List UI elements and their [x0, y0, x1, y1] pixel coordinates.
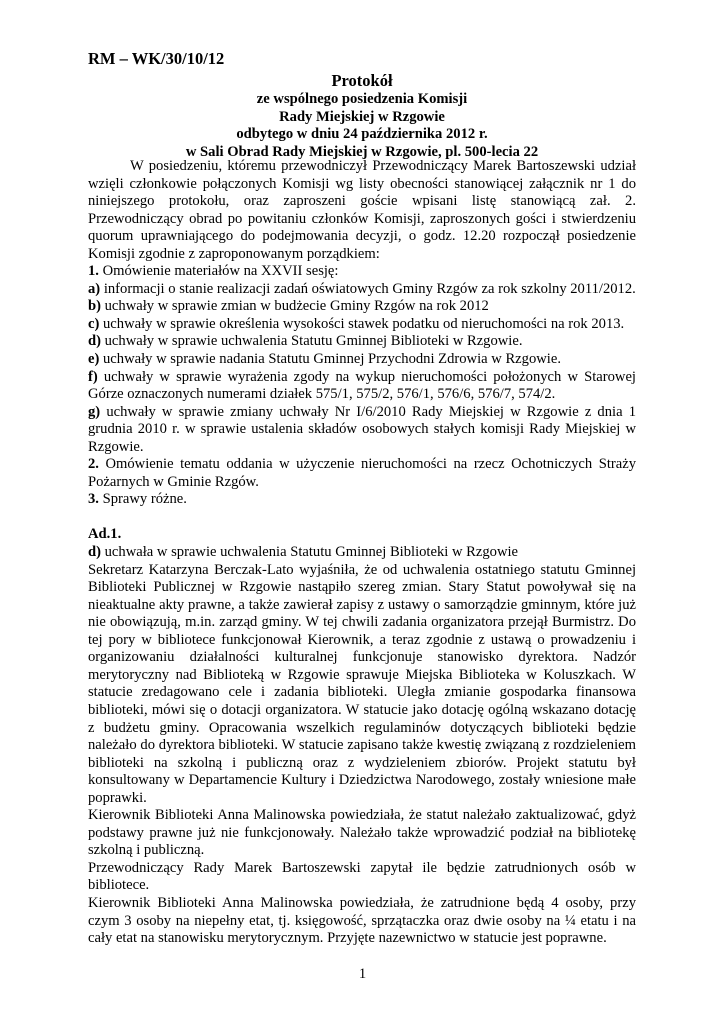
- document-header: [88, 71, 636, 161]
- agenda-marker: b): [88, 298, 101, 315]
- agenda-item: [88, 281, 636, 299]
- agenda-text: Omówienie materiałów na XXVII sesję:: [98, 263, 339, 280]
- agenda-text: uchwały w sprawie zmian w budżecie Gminy Rzgów na rok 2012: [100, 298, 489, 315]
- spacer: [88, 509, 636, 527]
- agenda-item: [88, 298, 636, 316]
- agenda-item: [88, 404, 636, 457]
- agenda-marker: e): [88, 351, 100, 368]
- intro-paragraph: W posiedzeniu, któremu przewodniczył Przewodniczący Marek Bartoszewski udział wzięli członkowie połączonych Komisji wg listy obecności stanowiącej załącznik nr 1 do niniejszego protokołu, oraz zaproszeni goście wpisani listę stanowiącą zał. 2. Przewodniczący obrad po powitaniu członków Komisji, zaproszonych gości i stwierdzeniu quorum uprawniającego do podejmowania decyzji, o godz. 12.20 rozpoczął posiedzenie Komisji zgodnie z zaproponowanym porządkiem:: [88, 158, 636, 262]
- section-heading-text: Ad.1.: [88, 526, 122, 543]
- body-paragraph: Kierownik Biblioteki Anna Malinowska powiedziała, że statut należało zaktualizować, gdyż podstawy prawne już nie funkcjonowały. Należało także wprowadzić podział na bibliotekę szkolną i publiczną.: [88, 807, 636, 859]
- body-paragraph: Przewodniczący Rady Marek Bartoszewski zapytał ile będzie zatrudnionych osób w bibliotece.: [88, 859, 636, 894]
- ad1-section: [88, 526, 636, 947]
- agenda-item: [88, 263, 636, 281]
- section-heading: [88, 526, 636, 544]
- agenda-item: [88, 351, 636, 369]
- agenda-text: Sprawy różne.: [98, 491, 187, 508]
- agenda-text: uchwały w sprawie zmiany uchwały Nr I/6/2010 Rady Miejskiej w Rzgowie z dnia 1 grudnia 2010 r. w sprawie ustalenia składów osobowych stałych komisji Rady Miejskiej w Rzgowie.: [88, 403, 636, 455]
- agenda-marker: c): [88, 315, 100, 332]
- agenda-text: uchwały w sprawie nadania Statutu Gminnej Przychodni Zdrowia w Rzgowie.: [99, 351, 561, 368]
- document-title: Protokół: [331, 71, 393, 90]
- document-id: RM – WK/30/10/12: [88, 49, 225, 68]
- agenda-marker: a): [88, 280, 101, 297]
- body-paragraph: Sekretarz Katarzyna Berczak-Lato wyjaśniła, że od uchwalenia ostatniego statutu Gminnej Biblioteki Publicznej w Rzgowie nastąpiło szereg zmian. Stary Statut powoływał się na nieaktualne akty prawne, a także zawierał zapisy z ustawy o samorządzie gminnym, które już nie obowiązują, m.in. zarząd gminy. W tej chwili zadania organizatora przejął Burmistrz. Do tej pory w bibliotece funkcjonował Kierownik, a teraz zgodnie z ustawą o prowadzeniu i organizowaniu działalności kulturalnej funkcjonuje stanowisko dyrektora. Nadzór merytoryczny nad Biblioteką w Rzgowie sprawuje Miejska Biblioteka w Koluszkach. W statucie zredagowano cele i zadania biblioteki. Uległa zmianie gospodarka finansowa biblioteki, mówi się o dotacji organizatora. W statucie jako dotację ogólną wskazano dotację z budżetu gminy. Opracowania wszelkich regulaminów dotyczących biblioteki będzie należało do dyrektora biblioteki. W statucie zapisano także kwestię związaną z rozdzieleniem biblioteki na szkolną i publiczną oraz z wydzieleniem zbiorów. Projekt statutu był konsultowany w Departamencie Kultury i Dziedzictwa Narodowego, zostały wniesione małe poprawki.: [88, 561, 636, 806]
- agenda-text: uchwały w sprawie uchwalenia Statutu Gminnej Biblioteki w Rzgowie.: [100, 333, 523, 350]
- header-line-3: odbytego w dniu 24 października 2012 r.: [236, 126, 488, 143]
- agenda-list: [88, 263, 636, 509]
- agenda-marker: 3.: [88, 491, 99, 508]
- agenda-marker: 2.: [88, 456, 99, 473]
- agenda-text: Omówienie tematu oddania w użyczenie nieruchomości na rzecz Ochotniczych Straży Pożarnych w Gminie Rzgów.: [88, 456, 636, 490]
- agenda-text: informacji o stanie realizacji zadań oświatowych Gminy Rzgów za rok szkolny 2011/2012.: [100, 280, 636, 297]
- agenda-item: [88, 316, 636, 334]
- agenda-marker: 1.: [88, 263, 99, 280]
- header-line-4: w Sali Obrad Rady Miejskiej w Rzgowie, pl. 500-lecia 22: [185, 143, 539, 160]
- section-item-text: uchwała w sprawie uchwalenia Statutu Gminnej Biblioteki w Rzgowie: [100, 544, 519, 561]
- page-number: 1: [358, 966, 367, 982]
- agenda-text: uchwały w sprawie wyrażenia zgody na wykup nieruchomości położonych w Starowej Górze oznaczonych numerami działek 575/1, 575/2, 576/1, 576/6, 576/7, 574/2.: [88, 368, 636, 403]
- agenda-text: uchwały w sprawie określenia wysokości stawek podatku od nieruchomości na rok 2013.: [99, 315, 625, 332]
- agenda-item: [88, 491, 636, 509]
- header-line-2: Rady Miejskiej w Rzgowie: [279, 108, 445, 125]
- agenda-item: [88, 333, 636, 351]
- section-item-marker: d): [88, 544, 101, 561]
- section-item: [88, 544, 636, 562]
- body-paragraph: Kierownik Biblioteki Anna Malinowska powiedziała, że zatrudnione będą 4 osoby, przy czym 3 osoby na niepełny etat, tj. księgowość, sprzątaczka oraz dwie osoby na ¼ etatu i na cały etat na stanowisku merytorycznym. Przyjęte nazewnictwo w statucie jest poprawne.: [88, 894, 636, 947]
- agenda-item: [88, 456, 636, 491]
- document-body: [88, 158, 636, 948]
- agenda-item: [88, 369, 636, 404]
- agenda-marker: d): [88, 333, 101, 350]
- header-line-1: ze wspólnego posiedzenia Komisji: [256, 91, 468, 107]
- agenda-marker: g): [88, 403, 101, 420]
- agenda-marker: f): [88, 368, 98, 385]
